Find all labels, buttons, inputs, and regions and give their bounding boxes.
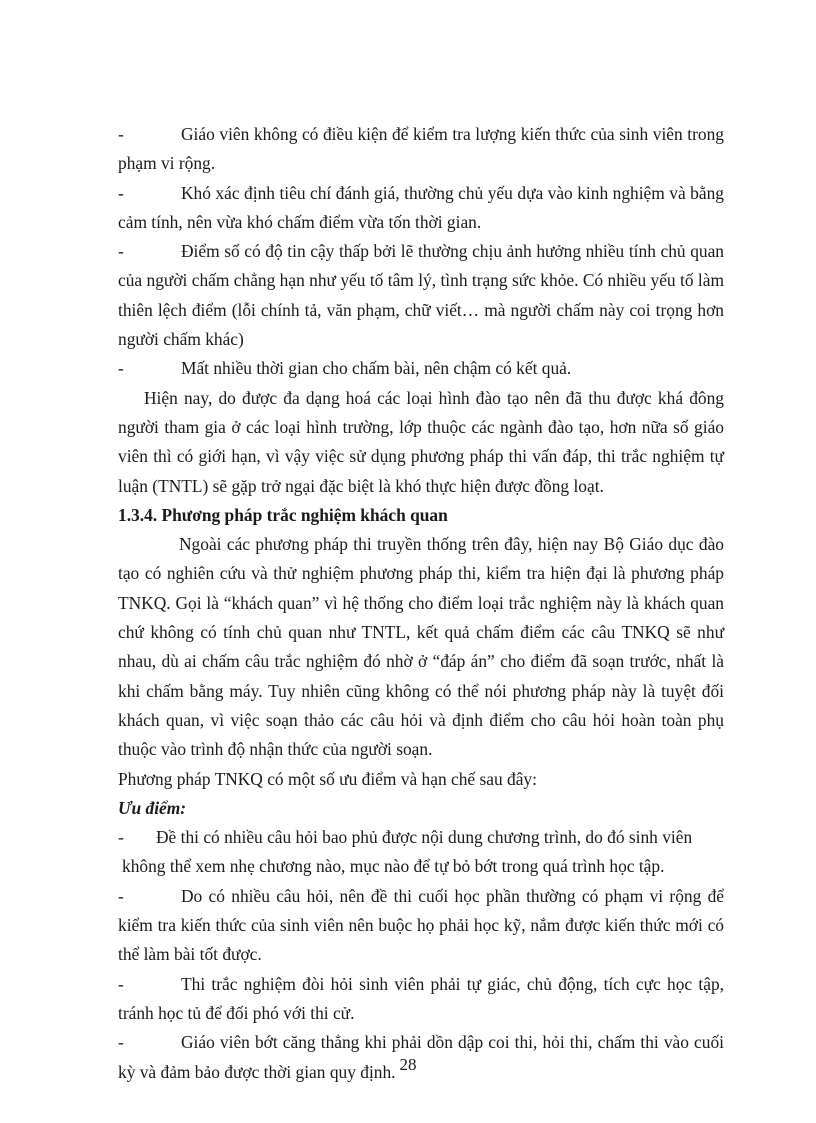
bullet-item [118,120,724,179]
bullet-text: Do có nhiều câu hỏi, nên đề thi cuối học phần thường có phạm vi rộng để kiểm tra kiến thức của sinh viên nên buộc họ phải học kỹ, nắm được kiến thức mới có thể làm bài tốt được. [118,885,724,965]
bullet-text: Thi trắc nghiệm đòi hỏi sinh viên phải tự giác, chủ động, tích cực học tập, tránh học tủ để đối phó với thi cử. [118,973,724,1023]
bullet-text: Điểm số có độ tin cậy thấp bởi lẽ thường chịu ảnh hưởng nhiều tính chủ quan của người chấm chẳng hạn như yếu tố tâm lý, tình trạng sức khỏe. Có nhiều yếu tố làm thiên lệch điểm (lỗi chính tả, văn phạm, chữ viết… mà người chấm này coi trọng hơn người chấm khác) [118,241,724,350]
bullet-item [118,237,724,354]
bullet-item [118,354,724,383]
section-heading: 1.3.4. Phương pháp trắc nghiệm khách quan [118,504,448,525]
bullet-dash: - [118,1032,124,1053]
bullet-text: Đề thi có nhiều câu hỏi bao phủ được nội dung chương trình, do đó sinh viên [156,827,693,848]
bullet-dash: - [118,827,124,848]
bullet-text: Giáo viên không có điều kiện để kiểm tra lượng kiến thức của sinh viên trong phạm vi rộng. [118,124,724,174]
bullet-continuation: không thể xem nhẹ chương nào, mục nào để tự bỏ bớt trong quá trình học tập. [122,856,665,877]
bullet-dash: - [118,358,124,379]
bullet-text: Khó xác định tiêu chí đánh giá, thường chủ yếu dựa vào kinh nghiệm và bằng cảm tính, nên vừa khó chấm điểm vừa tốn thời gian. [118,182,724,232]
bullet-item [118,823,724,852]
page-number: 28 [399,1055,417,1074]
advantages-heading: Ưu điểm: [118,797,187,818]
bullet-item [118,970,724,1029]
bullet-dash: - [118,182,124,203]
bullet-text: Giáo viên bớt căng thẳng khi phải dồn dập coi thi, hỏi thi, chấm thi vào cuối kỳ và đảm bảo được thời gian quy định. [118,1032,724,1082]
paragraph-intro: Ngoài các phương pháp thi truyền thống trên đây, hiện nay Bộ Giáo dục đào tạo có nghiên cứu và thử nghiệm phương pháp thi, kiểm tra hiện đại là phương pháp TNKQ. Gọi là “khách quan” vì hệ thống cho điểm loại trắc nghiệm này là khách quan chứ không có tính chủ quan như TNTL, kết quả chấm điểm các câu TNKQ sẽ như nhau, dù ai chấm câu trắc nghiệm đó nhờ ở “đáp án” cho điểm đã soạn trước, nhất là khi chấm bằng máy. Tuy nhiên cũng không có thể nói phương pháp này là tuyệt đối khách quan, vì việc soạn thảo các câu hỏi và định điểm cho câu hỏi hoàn toàn phụ thuộc vào trình độ nhận thức của người soạn. [118,534,724,760]
bullet-item [118,179,724,238]
bullet-item [118,882,724,970]
page-content [118,120,724,1087]
paragraph-current-situation: Hiện nay, do được đa dạng hoá các loại hình đào tạo nên đã thu được khá đông người tham gia ở các loại hình trường, lớp thuộc các ngành đào tạo, hơn nữa số giáo viên thì có giới hạn, vì vậy việc sử dụng phương pháp thi vấn đáp, thi trắc nghiệm tự luận (TNTL) sẽ gặp trở ngại đặc biệt là khó thực hiện được đồng loạt. [118,387,724,496]
paragraph-summary: Phương pháp TNKQ có một số ưu điểm và hạn chế sau đây: [118,768,537,789]
bullet-text: Mất nhiều thời gian cho chấm bài, nên chậm có kết quả. [181,358,572,379]
bullet-dash: - [118,885,124,906]
bullet-dash: - [118,241,124,262]
bullet-dash: - [118,124,124,144]
bullet-dash: - [118,973,124,994]
